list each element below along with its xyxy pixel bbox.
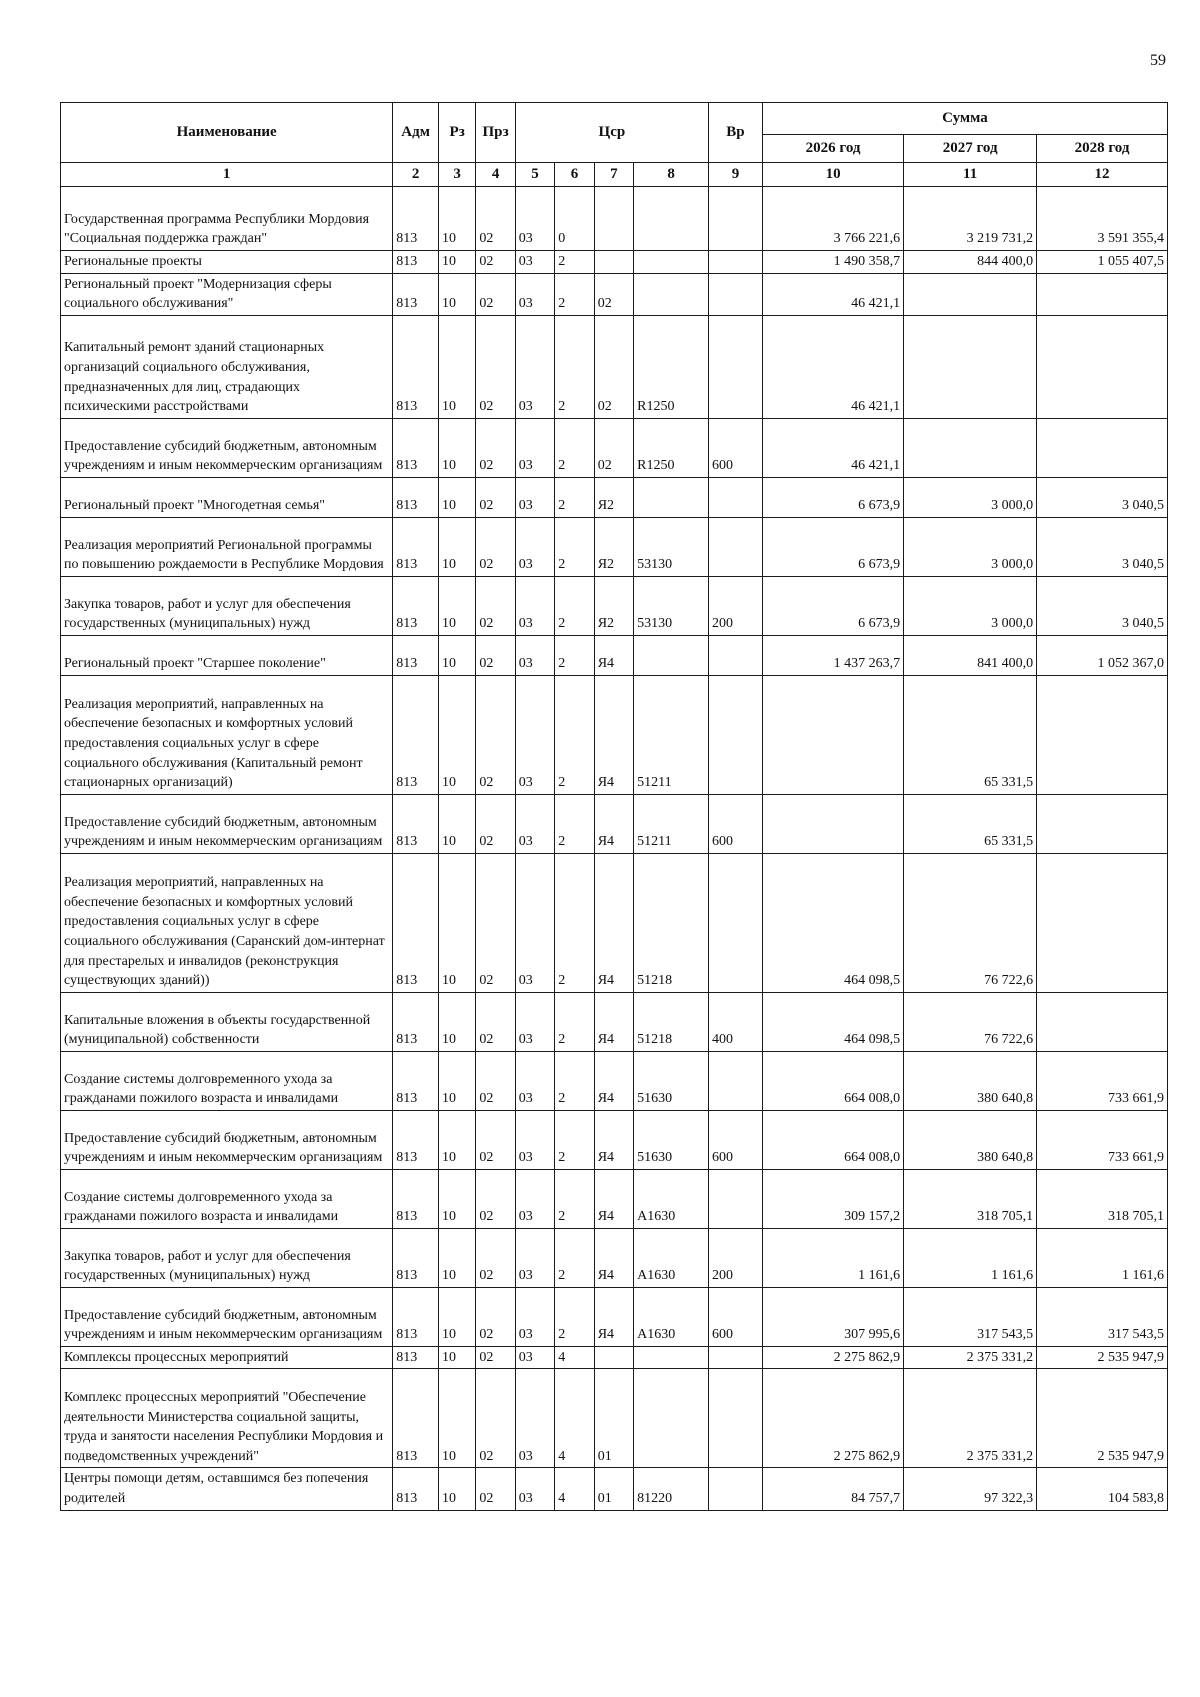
- row-rz: 10: [438, 675, 475, 794]
- row-name: Региональные проекты: [61, 251, 393, 274]
- row-name: Реализация мероприятий, направленных на обеспечение безопасных и комфортных условий предоставления социальных услуг в сфере социального обслуживания (Саранский дом-интернат для престарелых и инвалидов (реконструкция существующих зданий)): [61, 853, 393, 992]
- row-sum-2028: 3 591 355,4: [1037, 187, 1168, 251]
- header-name: Наименование: [61, 103, 393, 163]
- table-row: [61, 477, 1168, 517]
- row-csr-8: R1250: [634, 315, 709, 418]
- row-prz: 02: [476, 273, 515, 315]
- row-csr-7: Я4: [594, 794, 633, 853]
- row-csr-7: Я4: [594, 1051, 633, 1110]
- row-prz: 02: [476, 576, 515, 635]
- row-csr-6: 2: [555, 315, 594, 418]
- row-rz: 10: [438, 1346, 475, 1369]
- row-sum-2027: 2 375 331,2: [904, 1369, 1037, 1468]
- row-csr-5: 03: [515, 517, 554, 576]
- row-sum-2026: 46 421,1: [762, 273, 903, 315]
- row-csr-6: 2: [555, 1287, 594, 1346]
- row-sum-2027: [904, 418, 1037, 477]
- row-csr-6: 2: [555, 1051, 594, 1110]
- row-sum-2027: 1 161,6: [904, 1228, 1037, 1287]
- row-vr: 600: [708, 1287, 762, 1346]
- table-body: [61, 187, 1168, 1511]
- row-adm: 813: [393, 853, 439, 992]
- row-sum-2028: 1 055 407,5: [1037, 251, 1168, 274]
- header-rz: Рз: [438, 103, 475, 163]
- row-csr-6: 2: [555, 635, 594, 675]
- col-number: 3: [438, 163, 475, 187]
- row-sum-2028: 1 161,6: [1037, 1228, 1168, 1287]
- row-vr: 600: [708, 418, 762, 477]
- row-csr-7: 02: [594, 273, 633, 315]
- row-adm: 813: [393, 315, 439, 418]
- row-csr-7: Я4: [594, 992, 633, 1051]
- col-number: 7: [594, 163, 633, 187]
- row-prz: 02: [476, 675, 515, 794]
- row-csr-7: Я2: [594, 576, 633, 635]
- row-csr-5: 03: [515, 1287, 554, 1346]
- row-sum-2026: 1 161,6: [762, 1228, 903, 1287]
- row-rz: 10: [438, 315, 475, 418]
- table-row: [61, 187, 1168, 251]
- row-csr-6: 4: [555, 1468, 594, 1510]
- row-csr-5: 03: [515, 675, 554, 794]
- row-csr-6: 2: [555, 1169, 594, 1228]
- row-rz: 10: [438, 853, 475, 992]
- row-csr-6: 2: [555, 794, 594, 853]
- row-csr-5: 03: [515, 187, 554, 251]
- row-csr-8: 51630: [634, 1051, 709, 1110]
- row-vr: [708, 1346, 762, 1369]
- row-csr-8: R1250: [634, 418, 709, 477]
- row-csr-7: 02: [594, 315, 633, 418]
- row-vr: 600: [708, 1110, 762, 1169]
- row-sum-2027: [904, 273, 1037, 315]
- row-name: Закупка товаров, работ и услуг для обеспечения государственных (муниципальных) нужд: [61, 1228, 393, 1287]
- row-rz: 10: [438, 517, 475, 576]
- row-sum-2027: 97 322,3: [904, 1468, 1037, 1510]
- col-number: 4: [476, 163, 515, 187]
- row-prz: 02: [476, 251, 515, 274]
- row-csr-6: 2: [555, 517, 594, 576]
- row-csr-7: [594, 1346, 633, 1369]
- header-year-2028: 2028 год: [1037, 135, 1168, 163]
- row-name: Комплексы процессных мероприятий: [61, 1346, 393, 1369]
- row-csr-8: 51211: [634, 794, 709, 853]
- row-prz: 02: [476, 1369, 515, 1468]
- row-csr-7: 02: [594, 418, 633, 477]
- row-sum-2028: [1037, 315, 1168, 418]
- row-prz: 02: [476, 1468, 515, 1510]
- row-csr-6: 2: [555, 251, 594, 274]
- row-name: Региональный проект "Старшее поколение": [61, 635, 393, 675]
- table-row: [61, 992, 1168, 1051]
- row-sum-2028: 3 040,5: [1037, 517, 1168, 576]
- row-vr: [708, 1169, 762, 1228]
- table-header: [61, 103, 1168, 187]
- header-year-2026: 2026 год: [762, 135, 903, 163]
- row-sum-2026: [762, 675, 903, 794]
- row-sum-2027: 65 331,5: [904, 675, 1037, 794]
- row-csr-5: 03: [515, 1110, 554, 1169]
- row-sum-2027: [904, 315, 1037, 418]
- table-row: [61, 635, 1168, 675]
- page-number: 59: [1150, 52, 1166, 69]
- row-sum-2028: [1037, 273, 1168, 315]
- row-csr-6: 2: [555, 477, 594, 517]
- row-rz: 10: [438, 187, 475, 251]
- row-name: Капитальный ремонт зданий стационарных организаций социального обслуживания, предназначенных для лиц, страдающих психическими расстройствами: [61, 315, 393, 418]
- row-sum-2026: 3 766 221,6: [762, 187, 903, 251]
- row-name: Региональный проект "Модернизация сферы социального обслуживания": [61, 273, 393, 315]
- row-adm: 813: [393, 1169, 439, 1228]
- row-rz: 10: [438, 1228, 475, 1287]
- row-sum-2028: [1037, 675, 1168, 794]
- row-sum-2027: 3 219 731,2: [904, 187, 1037, 251]
- row-sum-2028: 317 543,5: [1037, 1287, 1168, 1346]
- row-sum-2028: 104 583,8: [1037, 1468, 1168, 1510]
- row-csr-6: 4: [555, 1369, 594, 1468]
- row-sum-2027: 76 722,6: [904, 853, 1037, 992]
- row-csr-8: [634, 1369, 709, 1468]
- table-row: [61, 1110, 1168, 1169]
- table-row: [61, 273, 1168, 315]
- row-adm: 813: [393, 635, 439, 675]
- row-sum-2026: 309 157,2: [762, 1169, 903, 1228]
- col-number: 2: [393, 163, 439, 187]
- table-row: [61, 576, 1168, 635]
- row-sum-2027: 2 375 331,2: [904, 1346, 1037, 1369]
- table-row: [61, 853, 1168, 992]
- table-row: [61, 1468, 1168, 1510]
- row-rz: 10: [438, 1051, 475, 1110]
- row-name: Предоставление субсидий бюджетным, автономным учреждениям и иным некоммерческим организациям: [61, 1287, 393, 1346]
- row-csr-8: [634, 1346, 709, 1369]
- row-name: Реализация мероприятий Региональной программы по повышению рождаемости в Республике Мордовия: [61, 517, 393, 576]
- row-prz: 02: [476, 477, 515, 517]
- row-csr-6: 0: [555, 187, 594, 251]
- row-vr: [708, 517, 762, 576]
- col-number: 8: [634, 163, 709, 187]
- row-csr-8: 81220: [634, 1468, 709, 1510]
- row-csr-8: 51211: [634, 675, 709, 794]
- row-adm: 813: [393, 1228, 439, 1287]
- row-prz: 02: [476, 517, 515, 576]
- row-rz: 10: [438, 418, 475, 477]
- row-sum-2026: 1 437 263,7: [762, 635, 903, 675]
- row-prz: 02: [476, 1346, 515, 1369]
- row-rz: 10: [438, 1369, 475, 1468]
- col-number: 1: [61, 163, 393, 187]
- row-prz: 02: [476, 1110, 515, 1169]
- row-adm: 813: [393, 1468, 439, 1510]
- row-csr-5: 03: [515, 1051, 554, 1110]
- row-sum-2027: 844 400,0: [904, 251, 1037, 274]
- row-csr-7: 01: [594, 1468, 633, 1510]
- col-number: 6: [555, 163, 594, 187]
- header-vr: Вр: [708, 103, 762, 163]
- row-csr-8: 53130: [634, 517, 709, 576]
- row-csr-6: 2: [555, 675, 594, 794]
- row-csr-6: 2: [555, 1110, 594, 1169]
- row-sum-2026: [762, 794, 903, 853]
- row-rz: 10: [438, 794, 475, 853]
- row-rz: 10: [438, 576, 475, 635]
- row-csr-6: 2: [555, 576, 594, 635]
- row-rz: 10: [438, 1110, 475, 1169]
- row-sum-2027: 841 400,0: [904, 635, 1037, 675]
- row-csr-5: 03: [515, 1346, 554, 1369]
- row-vr: [708, 187, 762, 251]
- row-adm: 813: [393, 1110, 439, 1169]
- row-prz: 02: [476, 1287, 515, 1346]
- row-vr: 200: [708, 1228, 762, 1287]
- row-adm: 813: [393, 794, 439, 853]
- row-csr-7: 01: [594, 1369, 633, 1468]
- col-number: 5: [515, 163, 554, 187]
- row-adm: 813: [393, 418, 439, 477]
- row-csr-8: [634, 635, 709, 675]
- row-csr-7: [594, 251, 633, 274]
- row-sum-2026: 2 275 862,9: [762, 1346, 903, 1369]
- row-sum-2027: 3 000,0: [904, 517, 1037, 576]
- row-csr-8: [634, 273, 709, 315]
- row-name: Создание системы долговременного ухода за гражданами пожилого возраста и инвалидами: [61, 1169, 393, 1228]
- row-adm: 813: [393, 517, 439, 576]
- row-vr: [708, 315, 762, 418]
- row-csr-5: 03: [515, 576, 554, 635]
- row-vr: [708, 273, 762, 315]
- row-rz: 10: [438, 477, 475, 517]
- row-csr-5: 03: [515, 1169, 554, 1228]
- row-vr: [708, 1369, 762, 1468]
- row-csr-5: 03: [515, 1468, 554, 1510]
- row-csr-8: 51630: [634, 1110, 709, 1169]
- row-sum-2026: 46 421,1: [762, 418, 903, 477]
- table-row: [61, 1346, 1168, 1369]
- row-vr: [708, 853, 762, 992]
- row-adm: 813: [393, 1369, 439, 1468]
- row-vr: 400: [708, 992, 762, 1051]
- table-row: [61, 1228, 1168, 1287]
- table-row: [61, 1169, 1168, 1228]
- header-adm: Адм: [393, 103, 439, 163]
- row-sum-2028: 2 535 947,9: [1037, 1369, 1168, 1468]
- row-adm: 813: [393, 477, 439, 517]
- row-name: Региональный проект "Многодетная семья": [61, 477, 393, 517]
- row-csr-7: Я2: [594, 477, 633, 517]
- row-sum-2027: 380 640,8: [904, 1051, 1037, 1110]
- header-sum: Сумма: [762, 103, 1167, 135]
- row-csr-7: Я4: [594, 1169, 633, 1228]
- row-csr-7: Я4: [594, 1110, 633, 1169]
- row-sum-2028: 318 705,1: [1037, 1169, 1168, 1228]
- row-sum-2026: 664 008,0: [762, 1051, 903, 1110]
- row-name: Капитальные вложения в объекты государственной (муниципальной) собственности: [61, 992, 393, 1051]
- row-sum-2026: 1 490 358,7: [762, 251, 903, 274]
- row-sum-2027: 318 705,1: [904, 1169, 1037, 1228]
- row-prz: 02: [476, 794, 515, 853]
- row-name: Государственная программа Республики Мордовия "Социальная поддержка граждан": [61, 187, 393, 251]
- row-adm: 813: [393, 1287, 439, 1346]
- budget-table: [60, 102, 1168, 1511]
- row-vr: 200: [708, 576, 762, 635]
- row-vr: [708, 635, 762, 675]
- row-name: Комплекс процессных мероприятий "Обеспечение деятельности Министерства социальной защиты, труда и занятости населения Республики Мордовия и подведомственных учреждений": [61, 1369, 393, 1468]
- row-adm: 813: [393, 251, 439, 274]
- row-name: Создание системы долговременного ухода за гражданами пожилого возраста и инвалидами: [61, 1051, 393, 1110]
- row-name: Центры помощи детям, оставшимся без попечения родителей: [61, 1468, 393, 1510]
- row-sum-2026: 2 275 862,9: [762, 1369, 903, 1468]
- row-csr-8: [634, 477, 709, 517]
- row-sum-2026: 464 098,5: [762, 853, 903, 992]
- row-sum-2027: 3 000,0: [904, 576, 1037, 635]
- row-sum-2028: 733 661,9: [1037, 1051, 1168, 1110]
- row-sum-2026: 84 757,7: [762, 1468, 903, 1510]
- row-rz: 10: [438, 273, 475, 315]
- table-row: [61, 675, 1168, 794]
- row-rz: 10: [438, 251, 475, 274]
- row-adm: 813: [393, 675, 439, 794]
- col-number: 10: [762, 163, 903, 187]
- row-sum-2026: 6 673,9: [762, 517, 903, 576]
- header-year-2027: 2027 год: [904, 135, 1037, 163]
- row-rz: 10: [438, 1169, 475, 1228]
- row-sum-2026: 46 421,1: [762, 315, 903, 418]
- row-csr-7: Я4: [594, 675, 633, 794]
- row-vr: 600: [708, 794, 762, 853]
- row-adm: 813: [393, 1346, 439, 1369]
- table-row: [61, 794, 1168, 853]
- row-csr-6: 4: [555, 1346, 594, 1369]
- row-sum-2027: 76 722,6: [904, 992, 1037, 1051]
- row-csr-8: 53130: [634, 576, 709, 635]
- row-sum-2026: 464 098,5: [762, 992, 903, 1051]
- row-csr-5: 03: [515, 273, 554, 315]
- row-csr-6: 2: [555, 992, 594, 1051]
- row-csr-8: [634, 251, 709, 274]
- row-csr-7: Я4: [594, 1228, 633, 1287]
- col-number: 11: [904, 163, 1037, 187]
- row-csr-7: Я4: [594, 1287, 633, 1346]
- row-name: Закупка товаров, работ и услуг для обеспечения государственных (муниципальных) нужд: [61, 576, 393, 635]
- row-csr-6: 2: [555, 273, 594, 315]
- row-csr-6: 2: [555, 853, 594, 992]
- header-csr: Цср: [515, 103, 708, 163]
- header-prz: Прз: [476, 103, 515, 163]
- row-sum-2028: [1037, 992, 1168, 1051]
- row-prz: 02: [476, 1228, 515, 1287]
- table-row: [61, 1287, 1168, 1346]
- table-row: [61, 1369, 1168, 1468]
- row-csr-5: 03: [515, 794, 554, 853]
- row-csr-8: 51218: [634, 853, 709, 992]
- row-csr-7: Я4: [594, 635, 633, 675]
- row-sum-2028: 3 040,5: [1037, 477, 1168, 517]
- row-csr-5: 03: [515, 1369, 554, 1468]
- row-sum-2028: [1037, 794, 1168, 853]
- row-rz: 10: [438, 1468, 475, 1510]
- table-row: [61, 315, 1168, 418]
- row-csr-7: Я2: [594, 517, 633, 576]
- row-sum-2028: [1037, 853, 1168, 992]
- row-vr: [708, 1468, 762, 1510]
- row-sum-2026: 6 673,9: [762, 576, 903, 635]
- row-prz: 02: [476, 853, 515, 992]
- row-adm: 813: [393, 992, 439, 1051]
- table-row: [61, 418, 1168, 477]
- row-rz: 10: [438, 992, 475, 1051]
- row-vr: [708, 251, 762, 274]
- row-csr-5: 03: [515, 853, 554, 992]
- row-adm: 813: [393, 576, 439, 635]
- row-csr-8: [634, 187, 709, 251]
- row-adm: 813: [393, 273, 439, 315]
- row-prz: 02: [476, 635, 515, 675]
- row-rz: 10: [438, 635, 475, 675]
- row-csr-5: 03: [515, 315, 554, 418]
- row-name: Предоставление субсидий бюджетным, автономным учреждениям и иным некоммерческим организациям: [61, 418, 393, 477]
- row-name: Предоставление субсидий бюджетным, автономным учреждениям и иным некоммерческим организациям: [61, 794, 393, 853]
- row-sum-2027: 380 640,8: [904, 1110, 1037, 1169]
- row-sum-2027: 317 543,5: [904, 1287, 1037, 1346]
- row-vr: [708, 477, 762, 517]
- table-row: [61, 1051, 1168, 1110]
- row-sum-2028: 733 661,9: [1037, 1110, 1168, 1169]
- row-prz: 02: [476, 992, 515, 1051]
- row-csr-8: А1630: [634, 1228, 709, 1287]
- row-prz: 02: [476, 1051, 515, 1110]
- row-name: Реализация мероприятий, направленных на обеспечение безопасных и комфортных условий предоставления социальных услуг в сфере социального обслуживания (Капитальный ремонт стационарных организаций): [61, 675, 393, 794]
- row-prz: 02: [476, 187, 515, 251]
- row-sum-2028: 2 535 947,9: [1037, 1346, 1168, 1369]
- row-csr-7: [594, 187, 633, 251]
- row-csr-6: 2: [555, 418, 594, 477]
- row-adm: 813: [393, 187, 439, 251]
- row-adm: 813: [393, 1051, 439, 1110]
- row-csr-5: 03: [515, 418, 554, 477]
- row-sum-2028: [1037, 418, 1168, 477]
- row-csr-5: 03: [515, 251, 554, 274]
- table-row: [61, 517, 1168, 576]
- col-number: 12: [1037, 163, 1168, 187]
- row-name: Предоставление субсидий бюджетным, автономным учреждениям и иным некоммерческим организациям: [61, 1110, 393, 1169]
- row-prz: 02: [476, 315, 515, 418]
- row-csr-8: 51218: [634, 992, 709, 1051]
- row-csr-5: 03: [515, 635, 554, 675]
- row-prz: 02: [476, 418, 515, 477]
- row-rz: 10: [438, 1287, 475, 1346]
- row-vr: [708, 1051, 762, 1110]
- row-sum-2027: 65 331,5: [904, 794, 1037, 853]
- row-csr-7: Я4: [594, 853, 633, 992]
- row-csr-5: 03: [515, 992, 554, 1051]
- row-prz: 02: [476, 1169, 515, 1228]
- row-csr-5: 03: [515, 477, 554, 517]
- row-csr-8: А1630: [634, 1287, 709, 1346]
- row-sum-2026: 664 008,0: [762, 1110, 903, 1169]
- row-csr-8: А1630: [634, 1169, 709, 1228]
- row-sum-2026: 6 673,9: [762, 477, 903, 517]
- row-sum-2026: 307 995,6: [762, 1287, 903, 1346]
- row-csr-6: 2: [555, 1228, 594, 1287]
- row-vr: [708, 675, 762, 794]
- col-number: 9: [708, 163, 762, 187]
- row-sum-2027: 3 000,0: [904, 477, 1037, 517]
- row-sum-2028: 3 040,5: [1037, 576, 1168, 635]
- table-row: [61, 251, 1168, 274]
- row-sum-2028: 1 052 367,0: [1037, 635, 1168, 675]
- row-csr-5: 03: [515, 1228, 554, 1287]
